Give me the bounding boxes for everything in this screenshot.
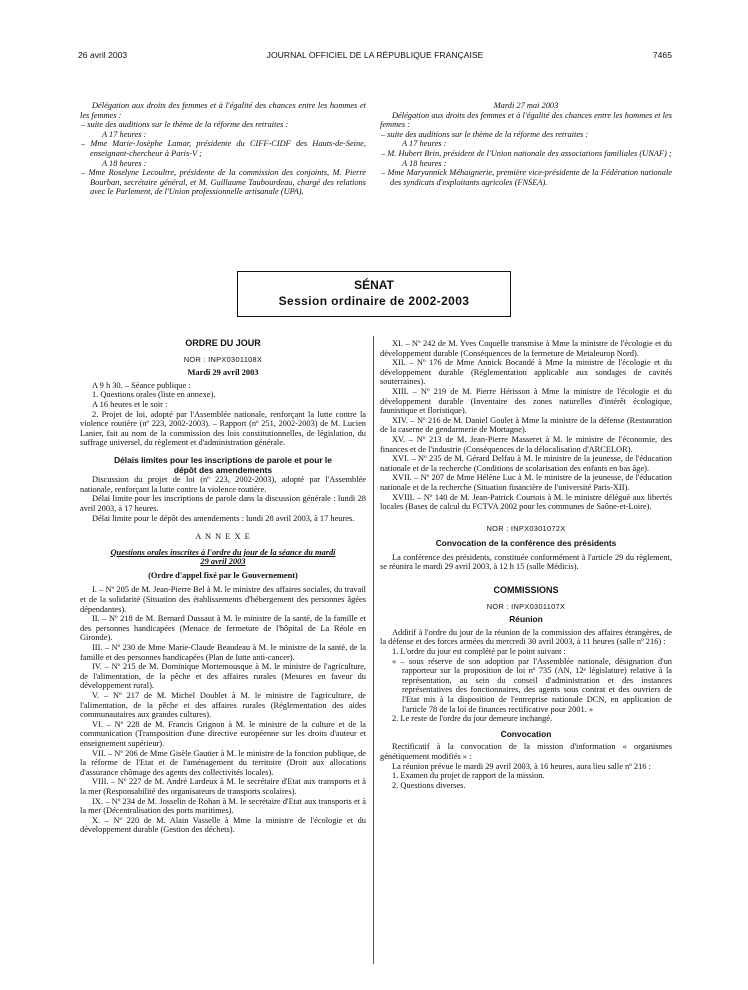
date-29-avril: Mardi 29 avril 2003 [187, 368, 259, 378]
seance-morning: A 9 h 30. – Séance publique : [92, 380, 191, 390]
question-item: XI. – Nº 242 de M. Yves Coquelle transmise à Mme la ministre de l'écologie et du développement durable (Conséquences de la fermeture de Metaleurop Nord). [380, 339, 672, 358]
auditions-item: – suite des auditions sur le thème de la réforme des retraites : [81, 120, 289, 130]
seance-afternoon: A 16 heures et le soir : [92, 399, 168, 409]
question-item: IX. – Nº 234 de M. Josselin de Rohan à M. le secrétaire d'Etat aux transports et à la mer (Décentralisation des ports maritimes). [80, 796, 366, 816]
audition-mehaignerie: – Mme Maryannick Méhaignerie, première vice-présidente de la Fédération nationale des syndicats d'exploitants agricoles (FNSEA). [381, 168, 672, 187]
convocation-point-1: 1. Examen du projet de rapport de la mission. [392, 771, 545, 781]
banner-title: SÉNAT [354, 278, 394, 292]
delegation-intro-2: Délégation aux droits des femmes et à l'égalité des chances entre les hommes et les femmes : [380, 110, 672, 130]
conference-text: La conférence des présidents, constituée conformément à l'article 29 du règlement, se réunira le mardi 29 avril 2003, à 12 h 15 (salle Médicis). [380, 552, 672, 572]
delais-p1: Discussion du projet de loi (nº 223, 2002-2003), adopté par l'Assemblée nationale, renforçant la lutte contre la violence routière. [80, 475, 366, 494]
nor-commissions: NOR : INPX0301107X [486, 601, 566, 611]
question-item: V. – Nº 217 de M. Michel Doublet à M. le ministre de l'agriculture, de l'alimentation, de la pêche et des affaires rurales (Réglementation des aides communautaires aux grandes cultures). [80, 691, 366, 720]
banner-subtitle: Session ordinaire de 2002-2003 [278, 294, 470, 308]
question-item: X. – Nº 220 de M. Alain Vasselle à Mme la ministre de l'écologie et du développement durable (Gestion des déchets). [80, 815, 366, 835]
nor-ordre: NOR : INPX0301108X [183, 354, 263, 364]
audition-lecoultre: – Mme Roselyne Lecoultre, présidente de la commission des conjoints, M. Pierre Bourban, secrétaire général, et M. Guillaume Taubourdeau, chargé des relations avec le Parlement, de l'Union professionnelle artisanale (UPA). [81, 168, 366, 197]
time-17h: A 17 heures : [102, 129, 147, 139]
question-item: XVI. – Nº 235 de M. Gérard Delfau à M. le ministre de la jeunesse, de l'éducation nationale et de la recherche (Conditions de scolarisation des enfants en bas âge). [380, 454, 672, 473]
audition-lamar: – Mme Marie-Josèphe Lamar, présidente du CIFF-CIDF des Hauts-de-Seine, enseignant-chercheur à Paris-V ; [81, 139, 366, 158]
time-18h: A 18 heures : [102, 158, 147, 168]
time-17h-2: A 17 heures : [402, 139, 447, 149]
time-18h-2: A 18 heures : [402, 158, 447, 168]
reunion-point-1: 1. L'ordre du jour est complété par le point suivant : [392, 647, 566, 657]
audition-brin: – M. Hubert Brin, président de l'Union nationale des associations familiales (UNAF) ; [381, 148, 672, 158]
commissions-heading: COMMISSIONS [493, 585, 559, 596]
question-item: VI. – Nº 228 de M. Francis Grignon à M. le ministre de la culture et de la communication (Transposition d'une directive européenne sur les droits d'auteur et enseignement supérieur). [80, 719, 366, 748]
reunion-heading: Réunion [509, 614, 543, 625]
top-right-block [380, 101, 672, 187]
delais-heading: Délais limites pour les inscriptions de parole et pour le dépôt des amendements [114, 454, 332, 475]
question-item: XIV. – Nº 216 de M. Daniel Goulet à Mme la ministre de la défense (Restauration de la caserne de gendarmerie de Mortagne). [380, 415, 672, 435]
column-divider [373, 336, 374, 964]
question-item: VIII. – Nº 227 de M. André Lardeux à M. le secrétaire d'Etat aux transports et à la mer (Responsabilité des organisateurs de transports scolaires). [80, 777, 366, 796]
ordre-du-jour-heading: ORDRE DU JOUR [185, 338, 261, 348]
rectificatif-text: Rectificatif à la convocation de la mission d'information « organismes génétiquement modifiés » : [380, 742, 672, 761]
question-item: II. – Nº 218 de M. Bernard Dussaut à M. le ministre de la santé, de la famille et des personnes handicapées (Menace de fermeture de l'hôpital de La Réole en Gironde). [80, 614, 366, 643]
question-item: XII. – Nº 176 de Mme Annick Bocandé à Mme la ministre de l'écologie et du développement durable (Réglementation applicable aux sondages de cavités souterraines). [380, 358, 672, 387]
nor-conference: NOR : INPX0301072X [486, 523, 566, 533]
top-left-block [80, 101, 366, 197]
question-item: VII. – Nº 206 de Mme Gisèle Gautier à M. le ministre de la fonction publique, de la réforme de l'Etat et de l'aménagement du territoire (Droit aux allocations d'assurance chômage des agents des collectivités locales). [80, 748, 366, 777]
question-item: I. – Nº 205 de M. Jean-Pierre Bel à M. le ministre des affaires sociales, du travail et de la solidarité (Situation des établissements d'hébergement des personnes âgées dépendantes). [80, 585, 366, 614]
annexe-heading: A N N E X E [195, 532, 251, 542]
reunion-quote: « – sous réserve de son adoption par l'Assemblée nationale, désignation d'un rapporteur sur la proposition de loi nº 735 (AN, 12ᵉ législature) relative à la représentation, au sein du conseil d'administration et des instances représentatives des fonctionnaires, des agents sous contrat et des ouvriers de l'Etat mis à la disposition de l'entreprise nationale DCN, en application de l'article 78 de la loi de finances rectificative pour 2001. » [392, 656, 672, 714]
question-item: XVII. – Nº 207 de Mme Hélène Luc à M. le ministre de la jeunesse, de l'éducation nationale et de la recherche (Situation financière de l'université Paris-XII). [380, 473, 672, 492]
conference-heading: Convocation de la conférence des présidents [435, 538, 617, 549]
header-page-number: 7465 [652, 50, 672, 60]
header-date: 26 avril 2003 [78, 50, 128, 60]
reunion-point-2: 2. Le reste de l'ordre du jour demeure inchangé. [392, 714, 553, 724]
point-1: 1. Questions orales (liste en annexe). [92, 390, 216, 400]
header-journal-title: JOURNAL OFFICIEL DE LA RÉPUBLIQUE FRANÇAISE [266, 50, 484, 60]
left-column [80, 339, 366, 835]
convocation-point-2: 2. Questions diverses. [392, 780, 466, 790]
right-column [380, 339, 672, 790]
page-header [78, 50, 672, 64]
annexe-title: Questions orales inscrites à l'ordre du jour de la séance du mardi 29 avril 2003 [110, 547, 336, 567]
rectificatif-line2: La réunion prévue le mardi 29 avril 2003, à 16 heures, aura lieu salle nº 216 : [392, 761, 651, 771]
senat-banner [237, 271, 511, 317]
ordre-appel: (Ordre d'appel fixé par le Gouvernement) [148, 570, 298, 580]
point-2: 2. Projet de loi, adopté par l'Assemblée nationale, renforçant la lutte contre la violence routière (nº 223, 2002-2003). – Rapport (nº 251, 2002-2003) de M. Lucien Lanier, fait au nom de la commission des lois constitutionnelles, de législation, du suffrage universel, du règlement et d'administration générale. [80, 409, 366, 448]
reunion-text: Additif à l'ordre du jour de la réunion de la commission des affaires étrangères, de la défense et des forces armées du mercredi 30 avril 2003, à 11 heures (salle nº 216) : [380, 627, 672, 647]
delais-p2: Délai limite pour les inscriptions de parole dans la discussion générale : lundi 28 avril 2003, à 17 heures. [80, 494, 366, 513]
question-item: XIII. – Nº 219 de M. Pierre Hérisson à Mme la ministre de l'écologie et du développement durable (Inventaire des zones naturelles d'intérêt écologique, faunistique et floristique). [380, 386, 672, 416]
question-item: XV. – Nº 213 de M. Jean-Pierre Masseret à M. le ministre de l'économie, des finances et de l'industrie (Conséquences de la délocalisation d'ARCELOR). [380, 434, 672, 454]
date-27-mai: Mardi 27 mai 2003 [493, 101, 559, 110]
question-item: IV. – Nº 215 de M. Dominique Mortemousque à M. le ministre de l'agriculture, de l'alimentation, de la pêche et des affaires rurales (Mesures en faveur du développement rural). [80, 662, 366, 691]
delegation-intro: Délégation aux droits des femmes et à l'égalité des chances entre les hommes et les femmes : [80, 101, 366, 120]
question-item: XVIII. – Nº 140 de M. Jean-Patrick Courtois à M. le ministre délégué aux libertés locales (Bases de calcul du FCTVA 2002 pour les communes de Saône-et-Loire). [380, 492, 672, 512]
auditions-item-2: – suite des auditions sur le thème de la réforme des retraites : [381, 129, 589, 139]
delais-p3: Délai limite pour le dépôt des amendements : lundi 28 avril 2003, à 17 heures. [92, 513, 355, 523]
convocation-heading: Convocation [500, 728, 552, 739]
question-item: III. – Nº 230 de Mme Marie-Claude Beaudeau à M. le ministre de la santé, de la famille et des personnes handicapées (Plan de lutte anti-cancer). [80, 643, 366, 662]
